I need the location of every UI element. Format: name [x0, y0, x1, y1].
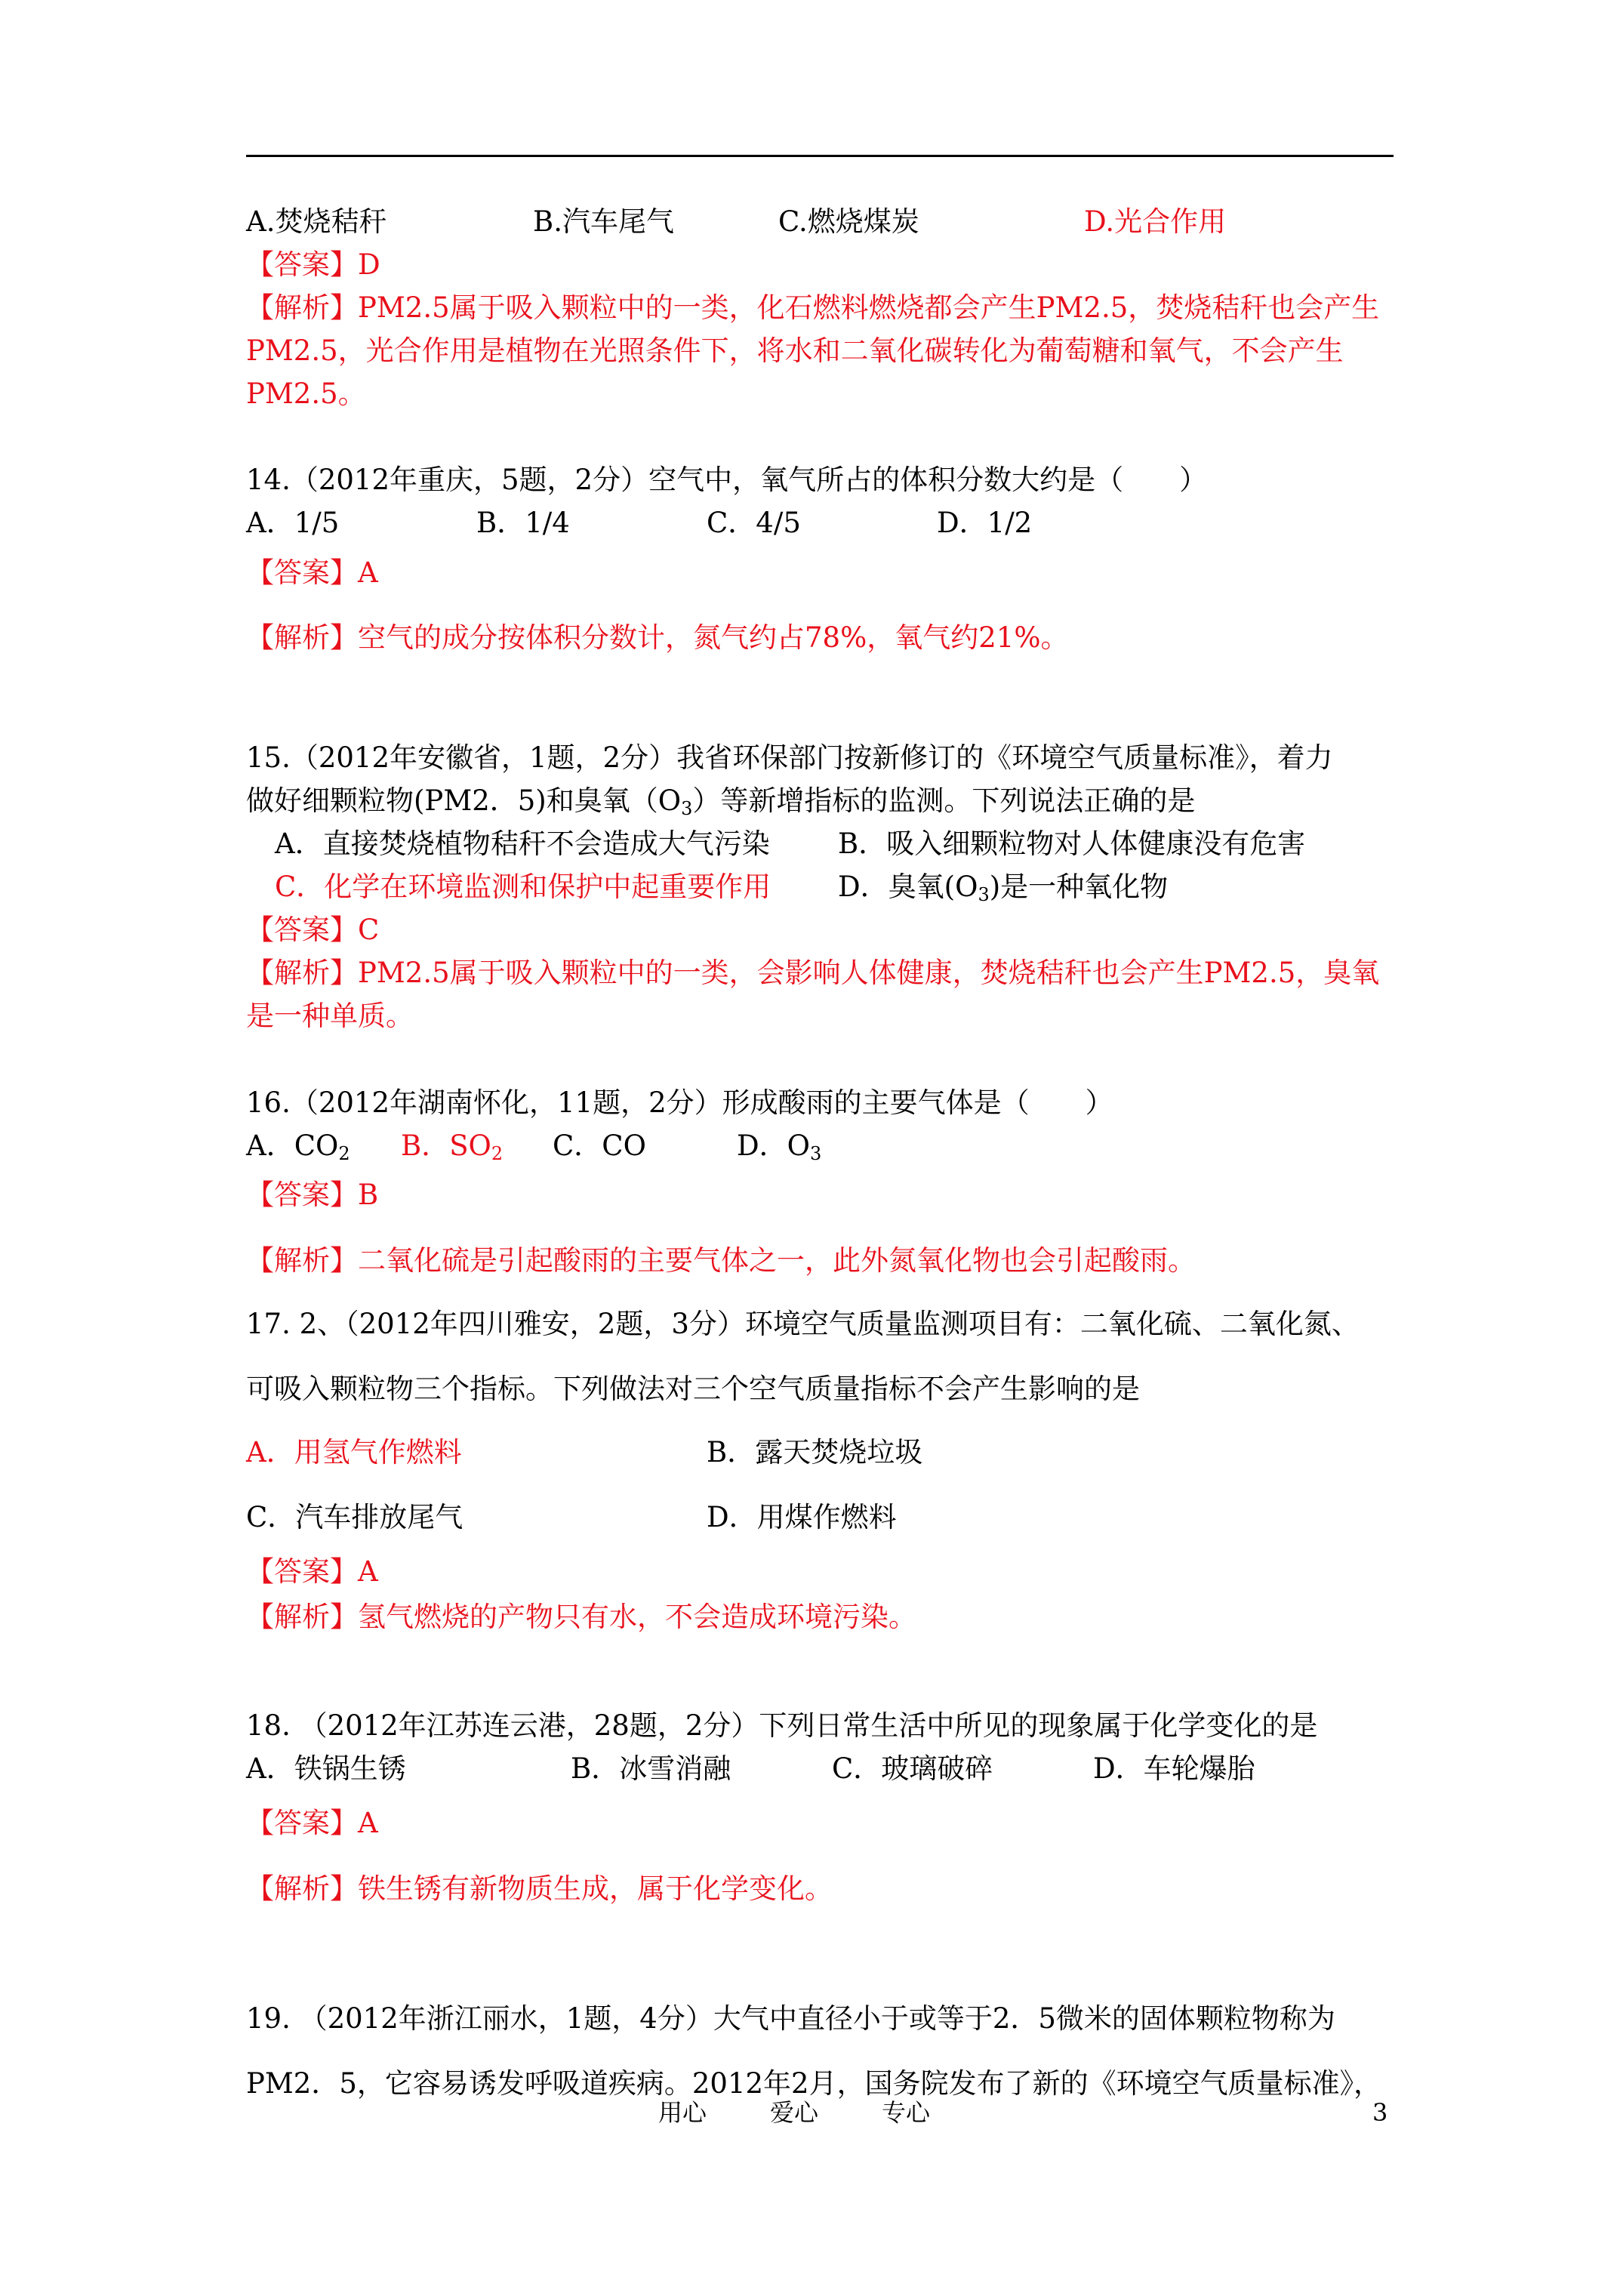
q19-stem-line-2: PM2．5，它容易诱发呼吸道疾病。2012年2月，国务院发布了新的《环境空气质量标准》， [246, 2067, 1382, 2100]
q15-stem-subscript: 3 [681, 798, 693, 819]
q16-option-a-text: A．CO [246, 1130, 339, 1162]
q13-analysis-line-2: PM2.5，光合作用是植物在光照条件下，将水和二氧化碳转化为葡萄糖和氧气，不会产生 [246, 334, 1344, 367]
q16-analysis: 【解析】二氧化硫是引起酸雨的主要气体之一，此外氮氧化物也会引起酸雨。 [246, 1244, 1196, 1277]
q18-stem: 18. （2012年江苏连云港，28题，2分）下列日常生活中所见的现象属于化学变化的是 [246, 1709, 1318, 1742]
q14-option-a: A．1/5 [246, 507, 340, 539]
q16-answer: 【答案】B [246, 1179, 379, 1211]
q14-option-d: D．1/2 [937, 507, 1033, 539]
q18-option-c: C．玻璃破碎 [832, 1752, 993, 1785]
q16-option-b-text: B．SO [401, 1130, 491, 1162]
q17-option-c: C．汽车排放尾气 [246, 1501, 463, 1533]
q13-answer: 【答案】D [246, 248, 380, 281]
q18-analysis: 【解析】铁生锈有新物质生成，属于化学变化。 [246, 1872, 833, 1905]
q15-stem-text: 做好细颗粒物(PM2．5)和臭氧（O [246, 784, 682, 817]
q15-analysis-line-2: 是一种单质。 [246, 1000, 414, 1032]
q17-stem-line-2: 可吸入颗粒物三个指标。下列做法对三个空气质量指标不会产生影响的是 [246, 1373, 1140, 1405]
q14-option-c: C．4/5 [707, 507, 801, 539]
header-rule [246, 155, 1394, 157]
q17-answer: 【答案】A [246, 1555, 378, 1588]
q15-analysis-line-1: 【解析】PM2.5属于吸入颗粒中的一类，会影响人体健康，焚烧秸秆也会产生PM2.5，臭氧 [246, 957, 1380, 989]
q15-option-d [838, 869, 1168, 905]
q13-option-d: D.光合作用 [1084, 205, 1227, 238]
q18-option-b: B．冰雪消融 [571, 1752, 731, 1785]
q15-stem-line-1: 15.（2012年安徽省，1题，2分）我省环保部门按新修订的《环境空气质量标准》，着力 [246, 741, 1333, 774]
q16-option-d-text: D．O [737, 1130, 810, 1162]
q13-analysis-line-1: 【解析】PM2.5属于吸入颗粒中的一类，化石燃料燃烧都会产生PM2.5，焚烧秸秆也会产生 [246, 291, 1380, 324]
q16-option-d [737, 1128, 821, 1164]
q15-stem-line-2 [246, 783, 1195, 819]
q16-option-a-subscript: 2 [338, 1143, 350, 1164]
q15-option-d-subscript: 3 [978, 884, 990, 905]
q16-option-b [401, 1128, 503, 1164]
q16-stem: 16.（2012年湖南怀化，11题，2分）形成酸雨的主要气体是（ ） [246, 1086, 1113, 1119]
q17-analysis: 【解析】氢气燃烧的产物只有水，不会造成环境污染。 [246, 1601, 916, 1633]
q16-option-c: C．CO [553, 1130, 646, 1162]
q13-analysis-line-3: PM2.5。 [246, 378, 366, 410]
footer-motto-2: 爱心 [770, 2098, 819, 2127]
footer-motto-1: 用心 [658, 2098, 707, 2127]
q18-option-a: A．铁锅生锈 [246, 1752, 406, 1785]
q15-option-a: A．直接焚烧植物秸秆不会造成大气污染 [275, 827, 770, 860]
q17-option-a: A．用氢气作燃料 [246, 1436, 462, 1469]
footer-motto-3: 专心 [882, 2098, 931, 2127]
q14-option-b: B．1/4 [476, 507, 570, 539]
q18-option-d: D．车轮爆胎 [1093, 1752, 1255, 1785]
q13-option-a: A.焚烧秸秆 [246, 205, 387, 238]
q16-option-a [246, 1128, 350, 1164]
q15-stem-text-end: ）等新增指标的监测。下列说法正确的是 [692, 784, 1196, 817]
q15-option-c: C．化学在环境监测和保护中起重要作用 [275, 871, 771, 903]
q18-answer: 【答案】A [246, 1807, 378, 1839]
q17-option-b: B．露天焚烧垃圾 [707, 1436, 923, 1469]
q14-answer: 【答案】A [246, 556, 378, 589]
q17-stem-line-1: 17. 2、（2012年四川雅安，2题，3分）环境空气质量监测项目有：二氧化硫、二氧化氮、 [246, 1308, 1360, 1340]
q17-option-d: D．用煤作燃料 [707, 1501, 897, 1533]
q15-option-b: B．吸入细颗粒物对人体健康没有危害 [838, 827, 1306, 860]
q15-answer: 【答案】C [246, 914, 380, 946]
q15-option-d-text: D．臭氧(O [838, 871, 978, 903]
q15-option-d-text-end: )是一种氧化物 [989, 871, 1169, 903]
q13-option-b: B.汽车尾气 [533, 205, 674, 238]
q13-option-c: C.燃烧煤炭 [778, 205, 919, 238]
q16-option-b-subscript: 2 [491, 1143, 504, 1164]
q14-analysis: 【解析】空气的成分按体积分数计，氮气约占78%，氧气约21%。 [246, 621, 1069, 654]
q14-stem: 14.（2012年重庆，5题，2分）空气中，氧气所占的体积分数大约是（ ） [246, 464, 1208, 496]
page-number: 3 [1372, 2098, 1388, 2127]
q16-option-d-subscript: 3 [810, 1143, 822, 1164]
q19-stem-line-1: 19. （2012年浙江丽水，1题，4分）大气中直径小于或等于2．5微米的固体颗粒物称为 [246, 2002, 1335, 2035]
